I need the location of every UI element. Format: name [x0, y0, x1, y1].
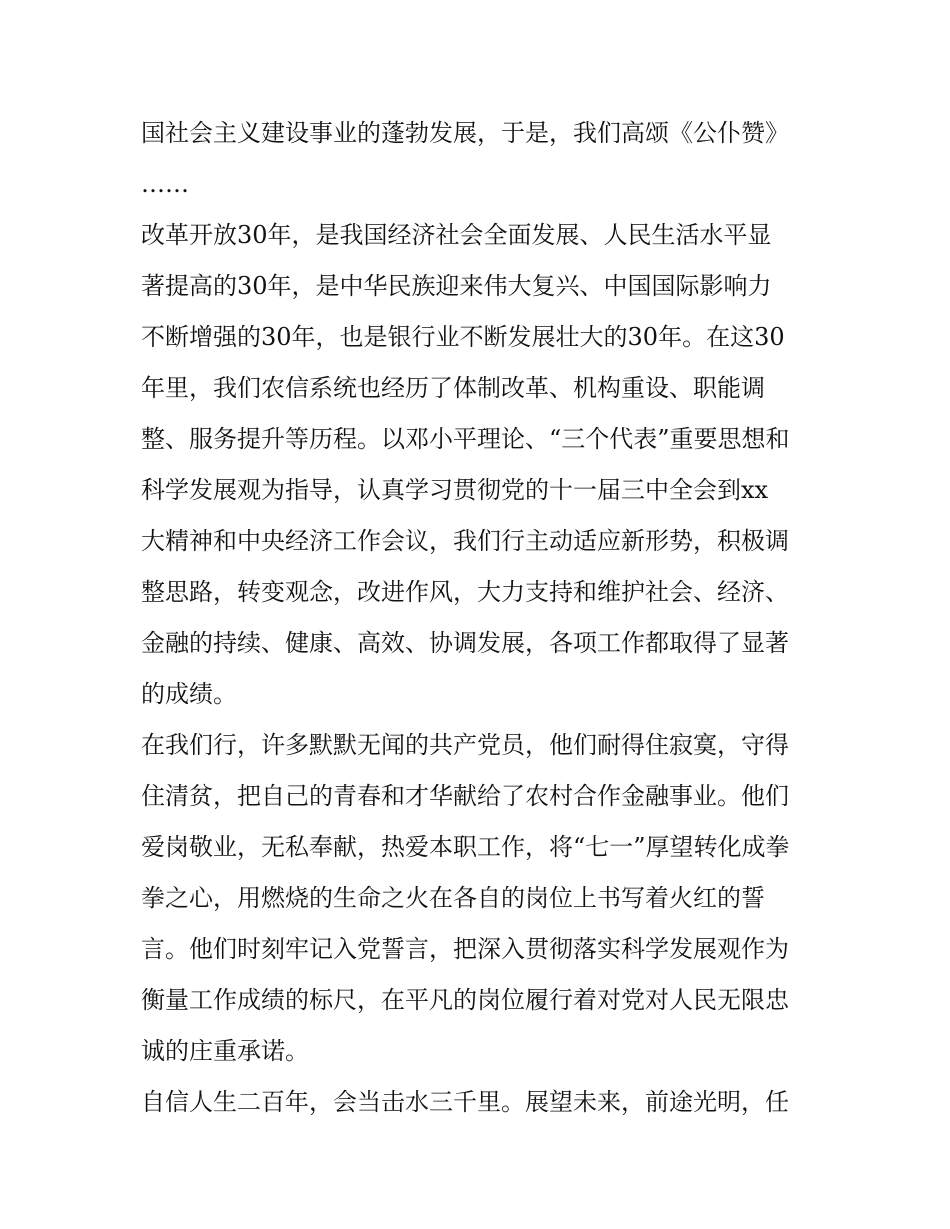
text-line: 著提高的30年，是中华民族迎来伟大复兴、中国国际影响力 [141, 272, 772, 300]
text-line: 整、服务提升等历程。以邓小平理论、“三个代表”重要思想和 [141, 425, 790, 453]
text-line: 整思路，转变观念，改进作风，大力支持和维护社会、经济、 [141, 578, 789, 606]
text-line: 住清贫，把自己的青春和才华献给了农村合作金融事业。他们 [141, 782, 789, 810]
text-line: 年里，我们农信系统也经历了体制改革、机构重设、职能调 [141, 374, 765, 402]
text-line: 爱岗敬业，无私奉献，热爱本职工作，将“七一”厚望转化成拳 [141, 833, 790, 861]
text-line: 金融的持续、健康、高效、协调发展，各项工作都取得了显著 [141, 629, 789, 657]
text-line: 在我们行，许多默默无闻的共产党员，他们耐得住寂寞，守得 [141, 731, 789, 759]
paragraph-2 [141, 210, 813, 720]
text-line: 诚的庄重承诺。 [141, 1037, 309, 1065]
paragraph-3 [141, 720, 813, 1077]
text-line: 衡量工作成绩的标尺，在平凡的岗位履行着对党对人民无限忠 [141, 986, 789, 1014]
text-line: 改革开放30年，是我国经济社会全面发展、人民生活水平显 [141, 221, 772, 249]
text-line: 言。他们时刻牢记入党誓言，把深入贯彻落实科学发展观作为 [141, 935, 789, 963]
text-line: 自信人生二百年，会当击水三千里。展望未来，前途光明，任 [141, 1088, 789, 1116]
text-line: 的成绩。 [141, 680, 237, 708]
text-line: 拳之心，用燃烧的生命之火在各自的岗位上书写着火红的誓 [141, 884, 765, 912]
text-line: …… [141, 170, 189, 198]
text-line: 国社会主义建设事业的蓬勃发展，于是，我们高颂《公仆赞》 [141, 119, 789, 147]
text-line: 大精神和中央经济工作会议，我们行主动适应新形势，积极调 [141, 527, 789, 555]
paragraph-4 [141, 1077, 813, 1128]
text-line: 不断增强的30年，也是银行业不断发展壮大的30年。在这30 [141, 323, 785, 351]
text-line: 科学发展观为指导，认真学习贯彻党的十一届三中全会到xx [141, 476, 769, 504]
document-body [141, 108, 813, 1128]
paragraph-1 [141, 108, 813, 210]
